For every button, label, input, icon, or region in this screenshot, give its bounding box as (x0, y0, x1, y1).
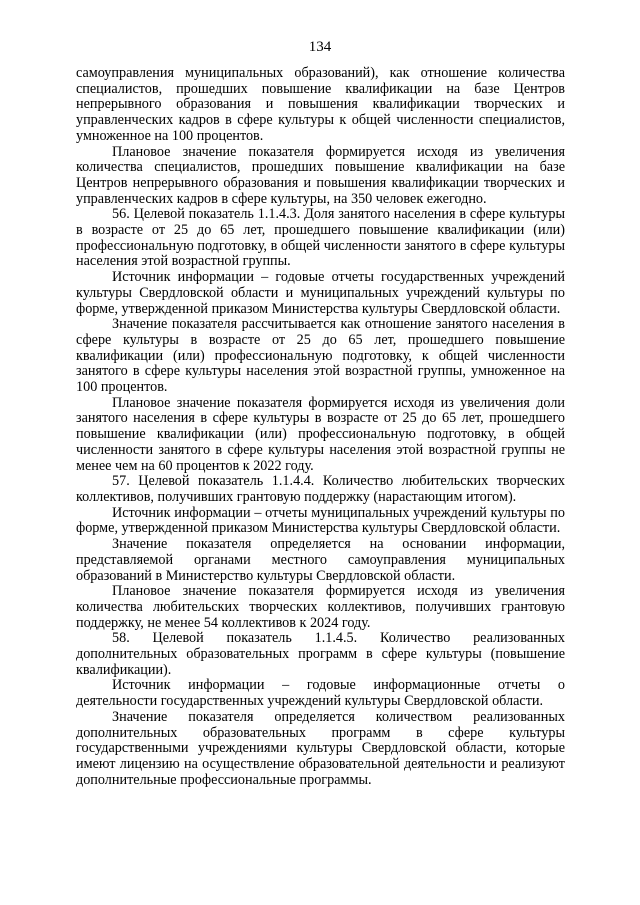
paragraph: Источник информации – годовые информационные отчеты о деятельности государственных учреждений культуры Свердловской области. (76, 677, 565, 710)
paragraph: Плановое значение показателя формируется исходя из увеличения доли занятого населения в сфере культуры в возрасте от 25 до 65 лет, прошедшего повышение квалификации (или) профессиональную подготовку, в общей численности занятого в сфере культуры населения этой возрастной группы не менее чем на 60 процентов к 2022 году. (76, 394, 565, 474)
paragraph: 58. Целевой показатель 1.1.4.5. Количество реализованных дополнительных образовательных программ в сфере культуры (повышение квалификации). (76, 630, 565, 678)
paragraph: Значение показателя определяется количеством реализованных дополнительных образовательных программ в сфере культуры государственными учреждениями культуры Свердловской области, которые имеют лицензию на осуществление образовательной деятельности и реализуют дополнительные профессиональные программы. (76, 708, 565, 788)
paragraph: Источник информации – годовые отчеты государственных учреждений культуры Свердловской области и муниципальных учреждений культуры по форме, утвержденной приказом Министерства культуры Свердловской области. (76, 269, 565, 317)
paragraph: 56. Целевой показатель 1.1.4.3. Доля занятого населения в сфере культуры в возрасте от 25 до 65 лет, прошедшего повышение квалификации (или) профессиональную подготовку, в общей численности занятого в сфере культуры населения этой возрастной группы. (76, 206, 565, 270)
paragraph: Значение показателя рассчитывается как отношение занятого населения в сфере культуры в возрасте от 25 до 65 лет, прошедшего повышение квалификации (или) профессиональную подготовку, к общей численности занятого в сфере культуры населения этой возрастной группы, умноженное на 100 процентов. (76, 316, 565, 396)
paragraph: Плановое значение показателя формируется исходя из увеличения количества любительских творческих коллективов, получивших грантовую поддержку, не менее 54 коллективов к 2024 году. (76, 583, 565, 631)
paragraph: Источник информации – отчеты муниципальных учреждений культуры по форме, утвержденной приказом Министерства культуры Свердловской области. (76, 504, 565, 537)
document-body (76, 66, 565, 788)
page-number: 134 (308, 39, 332, 55)
paragraph: 57. Целевой показатель 1.1.4.4. Количество любительских творческих коллективов, получивших грантовую поддержку (нарастающим итогом). (76, 473, 565, 505)
paragraph: самоуправления муниципальных образований), как отношение количества специалистов, прошедших повышение квалификации на базе Центров непрерывного образования и повышения квалификации творческих и управленческих кадров в сфере культуры к общей численности специалистов, умноженное на 100 процентов. (76, 65, 565, 144)
paragraph: Значение показателя определяется на основании информации, представляемой органами местного самоуправления муниципальных образований в Министерство культуры Свердловской области. (76, 536, 565, 584)
paragraph: Плановое значение показателя формируется исходя из увеличения количества специалистов, прошедших повышение квалификации на базе Центров непрерывного образования и повышения квалификации творческих и управленческих кадров в сфере культуры, на 350 человек ежегодно. (76, 143, 565, 207)
